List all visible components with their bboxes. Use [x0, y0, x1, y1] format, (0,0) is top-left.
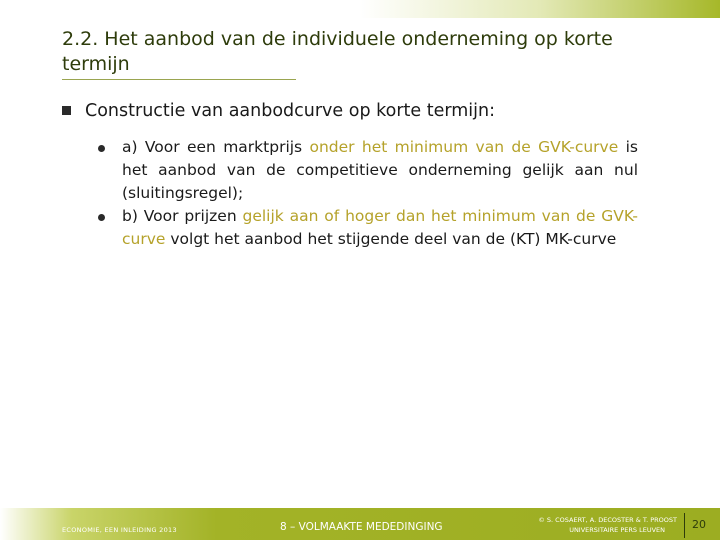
sub-bullet-a: [98, 136, 638, 205]
square-bullet-icon: [62, 106, 71, 115]
footer-authors: © S. COSAERT, A. DECOSTER & T. PROOST: [538, 516, 677, 524]
footer-bar: [0, 508, 720, 540]
slide-title: 2.2. Het aanbod van de individuele onderneming op korte termijn: [62, 28, 613, 75]
title-underline: [62, 79, 296, 80]
sub-bullet-a-text-2: is het aanbod van de competitieve onderneming gelijk aan nul (sluitingsregel);: [122, 138, 638, 202]
footer-book-title: ECONOMIE, EEN INLEIDING 2013: [62, 526, 177, 534]
footer-divider: [684, 513, 685, 538]
page-number: 20: [692, 518, 706, 531]
sub-bullet-b-highlight: gelijk aan of hoger dan het minimum van de GVK-curve: [122, 207, 638, 248]
main-bullet: [62, 99, 662, 123]
footer-publisher: UNIVERSITAIRE PERS LEUVEN: [569, 526, 665, 534]
footer-copyright: [537, 515, 677, 535]
sub-bullet-list: [98, 136, 638, 251]
sub-bullet-a-text-1: a) Voor een marktprijs: [122, 138, 310, 156]
main-bullet-text: Constructie van aanbodcurve op korte termijn:: [85, 101, 496, 121]
round-bullet-icon: [98, 214, 105, 221]
sub-bullet-b: [98, 205, 638, 251]
footer-chapter: 8 – VOLMAAKTE MEDEDINGING: [280, 521, 443, 533]
sub-bullet-a-highlight: onder het minimum van de GVK-curve: [309, 138, 619, 156]
header-gradient-bar: [0, 0, 720, 18]
sub-bullet-b-text-1: b) Voor prijzen: [122, 207, 243, 225]
sub-bullet-b-text-2: volgt het aanbod het stijgende deel van de (KT) MK-curve: [165, 230, 617, 248]
round-bullet-icon: [98, 145, 105, 152]
